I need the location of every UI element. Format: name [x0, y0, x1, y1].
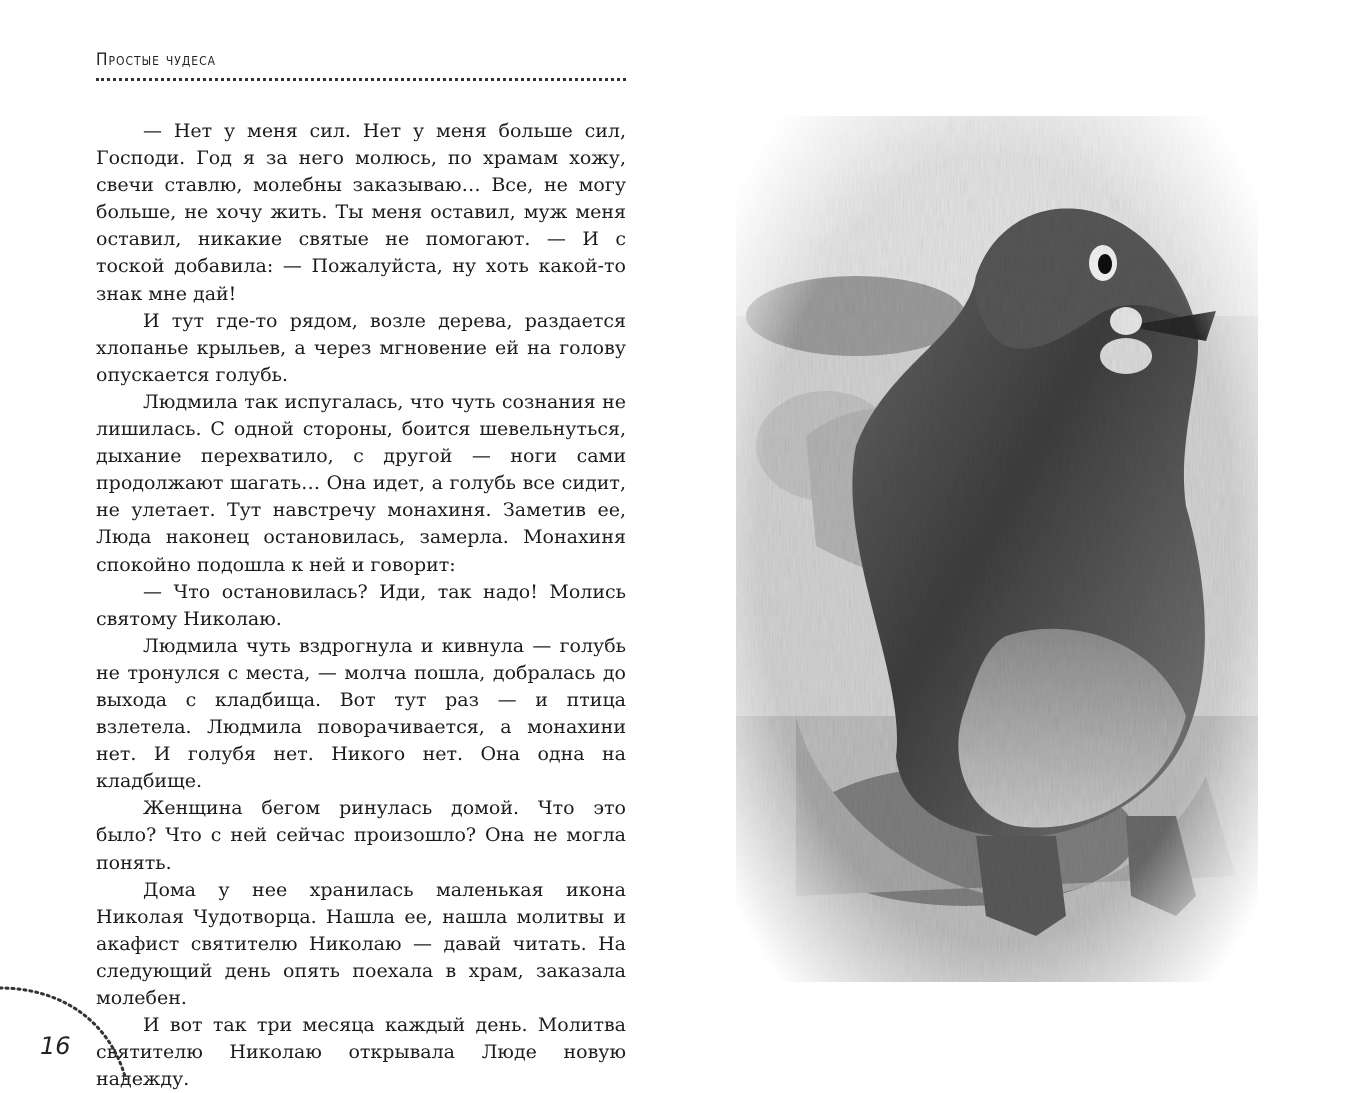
body-text [96, 118, 626, 1093]
paragraph: Людмила чуть вздрогнула и кивнула — голубь не тронулся с места, — молча пошла, добралась до выхода с кладбища. Вот тут раз — и птица взлетела. Людмила поворачивается, а монахини нет. И голубя нет. Никого нет. Она одна на кладбище. [96, 634, 626, 793]
paragraph: И тут где-то рядом, возле дерева, раздается хлопанье крыльев, а через мгновение ей на голову опускается голубь. [96, 309, 626, 386]
running-title: Простые чудеса [96, 50, 217, 70]
paragraph: Женщина бегом ринулась домой. Что это было? Что с ней сейчас произошло? Она не могла понять. [96, 797, 626, 874]
pigeon-icon [736, 116, 1258, 982]
page-number: 16 [40, 1032, 71, 1060]
page-corner-dotted-arc [0, 960, 140, 1080]
paragraph: Дома у нее хранилась маленькая икона Николая Чудотворца. Нашла ее, нашла молитвы и акафист святителю Николаю — давай читать. На следующий день опять поехала в храм, заказала молебен. [96, 878, 626, 1009]
pigeon-illustration [736, 116, 1258, 982]
paragraph: И вот так три месяца каждый день. Молитва святителю Николаю открывала Люде новую надежду. [96, 1014, 626, 1091]
paragraph: — Нет у меня сил. Нет у меня больше сил, Господи. Год я за него молюсь, по храмам хожу, свечи ставлю, молебны заказываю… Все, не могу больше, не хочу жить. Ты меня оставил, муж меня оставил, никакие святые не помогают. — И с тоской добавила: — Пожалуйста, ну хоть какой-то знак мне дай! [96, 120, 626, 305]
paragraph: Людмила так испугалась, что чуть сознания не лишилась. С одной стороны, боится шевельнуться, дыхание перехватило, с другой — ноги сами продолжают шагать… Она идет, а голубь все сидит, не улетает. Тут навстречу монахиня. Заметив ее, Люда наконец остановилась, замерла. Монахиня спокойно подошла к ней и говорит: [96, 390, 626, 576]
paragraph: — Что остановилась? Иди, так надо! Молись святому Николаю. [96, 580, 626, 630]
header-dotted-rule [96, 78, 626, 81]
